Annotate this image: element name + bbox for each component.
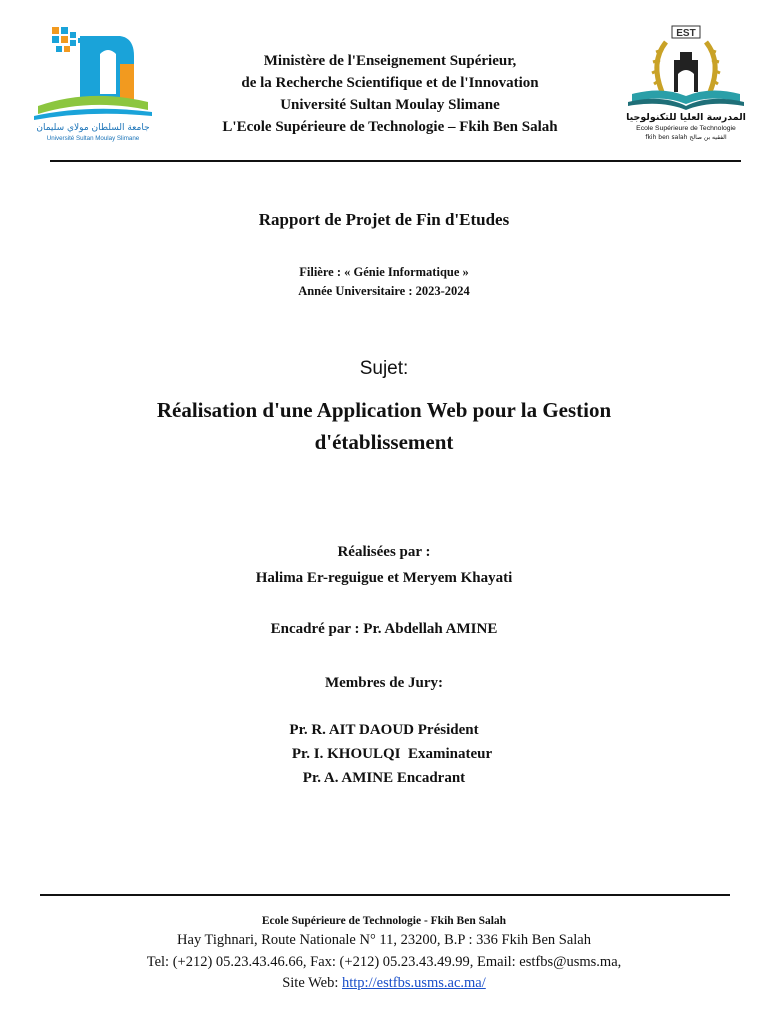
authors-label: Réalisées par : [337,544,431,560]
report-title: Rapport de Projet de Fin d'Etudes [258,210,510,229]
footer-address: Hay Tighnari, Route Nationale N° 11, 23200, B.P : 336 Fkih Ben Salah [177,932,591,948]
est-logo [622,22,750,144]
est-logo-arabic: المدرسة العليا للتكنولوجيا [626,112,746,123]
ministry-header [190,50,590,138]
est-logo-acronym: EST [676,28,696,39]
filiere-line: Filière : « Génie Informatique » [299,265,469,279]
header-line-research: de la Recherche Scientifique et de l'Innovation [241,75,539,91]
jury-member-examiner: Pr. I. KHOULQI Examinateur [291,746,493,762]
header-line-ministry: Ministère de l'Enseignement Supérieur, [263,53,517,69]
footer-website-label: Site Web: [282,975,342,991]
jury-member-supervisor: Pr. A. AMINE Encadrant [302,770,466,786]
supervisor-line: Encadré par : Pr. Abdellah AMINE [270,621,498,637]
footer-website-link[interactable]: http://estfbs.usms.ac.ma/ [342,975,486,991]
header-divider [50,160,741,162]
usms-logo-graphic [30,24,156,142]
header-line-school: L'Ecole Supérieure de Technologie – Fkih Ben Salah [222,119,558,135]
est-logo-graphic [622,22,750,144]
jury-member-president: Pr. R. AIT DAOUD Président [289,722,479,738]
footer-website [0,975,768,992]
academic-year-line: Année Universitaire : 2023-2024 [298,284,470,298]
est-logo-city: fkih ben salah الفقيه بن صالح [645,134,727,141]
footer-school-name: Ecole Supérieure de Technologie - Fkih Ben Salah [261,915,507,927]
header-line-university: Université Sultan Moulay Slimane [280,97,500,113]
subject-title-line-2: d'établissement [314,430,454,454]
usms-logo [30,24,156,142]
authors-names: Halima Er-reguigue et Meryem Khayati [255,570,513,586]
footer-contact: Tel: (+212) 05.23.43.46.66, Fax: (+212) 05.23.43.49.99, Email: estfbs@usms.ma, [146,954,622,970]
jury-label: Membres de Jury: [324,675,444,691]
footer-divider [40,894,730,896]
usms-logo-latin: Université Sultan Moulay Slimane [46,135,140,142]
est-logo-french: Ecole Supérieure de Technologie [636,125,736,132]
subject-title-line-1: Réalisation d'une Application Web pour la Gestion [156,398,612,422]
subject-label: Sujet: [359,358,409,379]
usms-logo-arabic: جامعة السلطان مولاي سليمان [36,123,150,133]
